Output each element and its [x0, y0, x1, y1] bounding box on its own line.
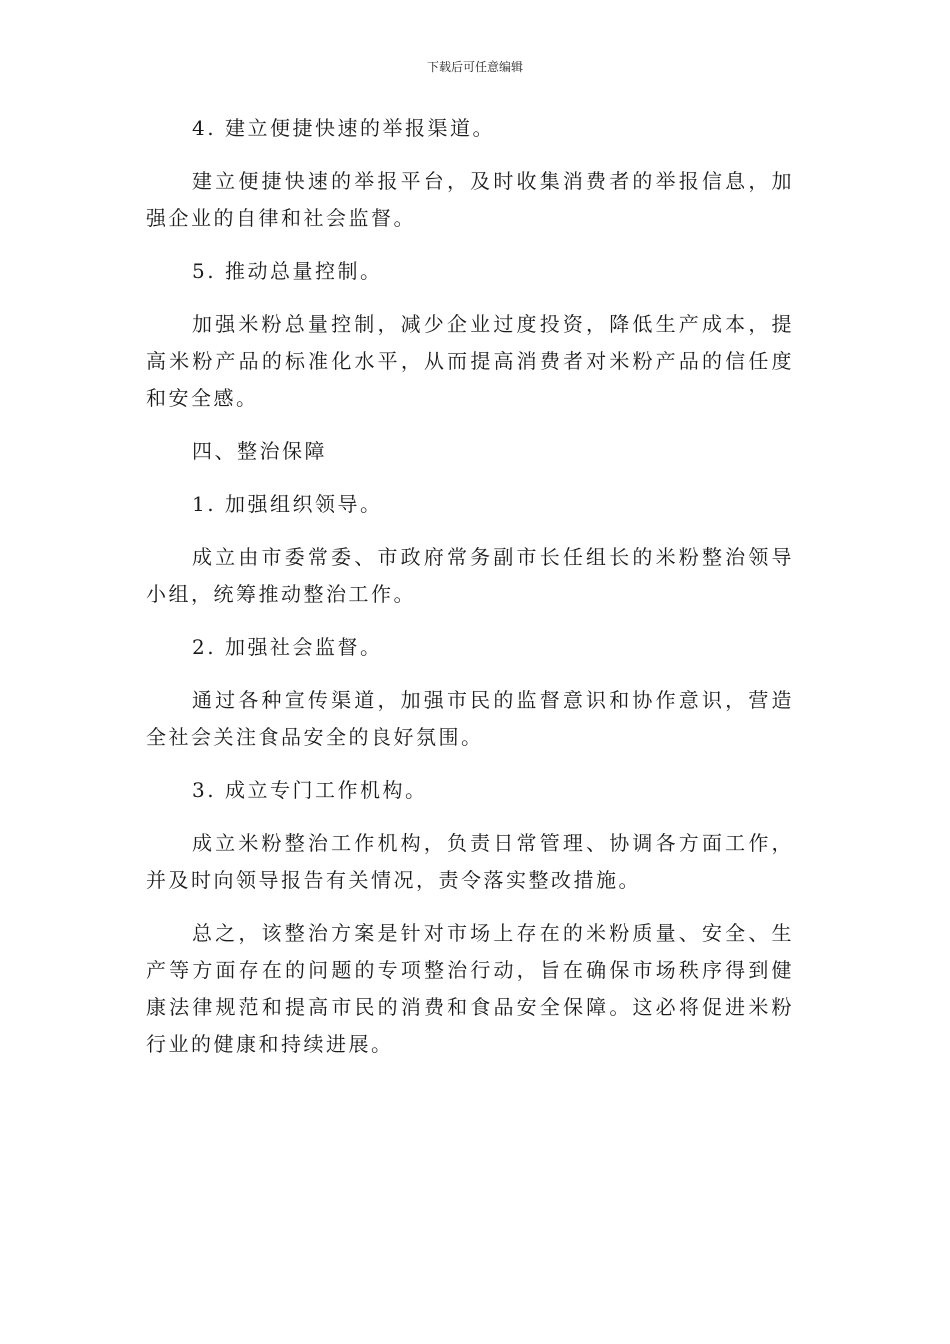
paragraph-summary: 总之，该整治方案是针对市场上存在的米粉质量、安全、生产等方面存在的问题的专项整治行动，旨在确保市场秩序得到健康法律规范和提高市民的消费和食品安全保障。这必将促进米粉行业的健康和持续进展。: [146, 921, 794, 1056]
item-heading-4-2: 2. 加强社会监督。: [192, 635, 383, 659]
paragraph-social-supervision: 通过各种宣传渠道，加强市民的监督意识和协作意识，营造全社会关注食品安全的良好氛围。: [146, 688, 794, 749]
item-heading-4: 4. 建立便捷快速的举报渠道。: [192, 116, 495, 140]
document-body: [146, 110, 794, 1063]
item-heading-4-1: 1. 加强组织领导。: [192, 492, 383, 516]
section-heading-4: 四、整治保障: [192, 439, 327, 463]
header-note: 下载后可任意编辑: [426, 60, 523, 74]
item-heading-4-3: 3. 成立专门工作机构。: [192, 778, 428, 802]
paragraph-total-control: 加强米粉总量控制，减少企业过度投资，降低生产成本，提高米粉产品的标准化水平，从而提高消费者对米粉产品的信任度和安全感。: [146, 312, 794, 410]
paragraph-organization: 成立由市委常委、市政府常务副市长任组长的米粉整治领导小组，统筹推动整治工作。: [146, 545, 794, 606]
paragraph-reporting-channel: 建立便捷快速的举报平台，及时收集消费者的举报信息，加强企业的自律和社会监督。: [146, 169, 794, 230]
item-heading-5: 5. 推动总量控制。: [192, 259, 383, 283]
paragraph-working-body: 成立米粉整治工作机构，负责日常管理、协调各方面工作，并及时向领导报告有关情况，责令落实整改措施。: [146, 831, 794, 892]
